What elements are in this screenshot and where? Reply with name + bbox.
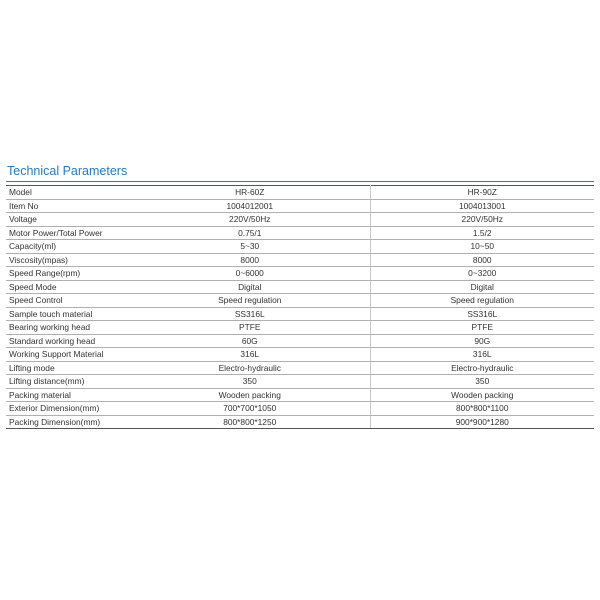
table-row (6, 348, 594, 362)
hr-90z-value: Wooden packing (370, 388, 594, 402)
row-label: Sample touch material (6, 307, 130, 321)
hr-90z-value: SS316L (370, 307, 594, 321)
hr-60z-value: 0.75/1 (130, 226, 370, 240)
row-label: Exterior Dimension(mm) (6, 402, 130, 416)
row-label: Viscosity(mpas) (6, 253, 130, 267)
hr-60z-value: SS316L (130, 307, 370, 321)
hr-60z-value: Digital (130, 280, 370, 294)
row-label: Model (6, 186, 130, 200)
hr-60z-value: 316L (130, 348, 370, 362)
row-label: Lifting distance(mm) (6, 375, 130, 389)
hr-60z-value: 60G (130, 334, 370, 348)
table-row (6, 280, 594, 294)
hr-90z-value: Speed regulation (370, 294, 594, 308)
technical-parameters-table (6, 185, 594, 429)
section-title: Technical Parameters (7, 164, 128, 178)
hr-60z-value: 220V/50Hz (130, 213, 370, 227)
row-label: Speed Range(rpm) (6, 267, 130, 281)
row-label: Speed Mode (6, 280, 130, 294)
table-row (6, 361, 594, 375)
hr-60z-value: 8000 (130, 253, 370, 267)
row-label: Lifting mode (6, 361, 130, 375)
hr-60z-value: 5~30 (130, 240, 370, 254)
hr-60z-value: Speed regulation (130, 294, 370, 308)
table-row (6, 415, 594, 429)
hr-90z-value: 900*900*1280 (370, 415, 594, 429)
hr-60z-value: 1004012001 (130, 199, 370, 213)
hr-90z-value: 10~50 (370, 240, 594, 254)
row-label: Standard working head (6, 334, 130, 348)
row-label: Packing Dimension(mm) (6, 415, 130, 429)
title-divider (6, 181, 594, 182)
hr-90z-value: HR-90Z (370, 186, 594, 200)
hr-90z-value: Digital (370, 280, 594, 294)
table-row (6, 388, 594, 402)
row-label: Item No (6, 199, 130, 213)
hr-60z-value: Electro-hydraulic (130, 361, 370, 375)
hr-90z-value: 350 (370, 375, 594, 389)
row-label: Motor Power/Total Power (6, 226, 130, 240)
hr-60z-value: 800*800*1250 (130, 415, 370, 429)
table-row (6, 321, 594, 335)
table-row (6, 253, 594, 267)
table-row (6, 186, 594, 200)
row-label: Bearing working head (6, 321, 130, 335)
hr-60z-value: HR-60Z (130, 186, 370, 200)
hr-90z-value: 220V/50Hz (370, 213, 594, 227)
hr-60z-value: PTFE (130, 321, 370, 335)
row-label: Capacity(ml) (6, 240, 130, 254)
table-row (6, 240, 594, 254)
row-label: Speed Control (6, 294, 130, 308)
hr-90z-value: 1.5/2 (370, 226, 594, 240)
hr-90z-value: 8000 (370, 253, 594, 267)
table-row (6, 375, 594, 389)
table-row (6, 294, 594, 308)
table-row (6, 402, 594, 416)
row-label: Working Support Material (6, 348, 130, 362)
hr-60z-value: Wooden packing (130, 388, 370, 402)
hr-60z-value: 350 (130, 375, 370, 389)
table-row (6, 307, 594, 321)
hr-90z-value: 316L (370, 348, 594, 362)
table-row (6, 334, 594, 348)
hr-60z-value: 700*700*1050 (130, 402, 370, 416)
table-row (6, 199, 594, 213)
table-row (6, 213, 594, 227)
hr-90z-value: 0~3200 (370, 267, 594, 281)
row-label: Packing material (6, 388, 130, 402)
hr-90z-value: Electro-hydraulic (370, 361, 594, 375)
table-row (6, 226, 594, 240)
row-label: Voltage (6, 213, 130, 227)
hr-90z-value: PTFE (370, 321, 594, 335)
hr-90z-value: 800*800*1100 (370, 402, 594, 416)
hr-90z-value: 90G (370, 334, 594, 348)
hr-60z-value: 0~6000 (130, 267, 370, 281)
hr-90z-value: 1004013001 (370, 199, 594, 213)
table-row (6, 267, 594, 281)
